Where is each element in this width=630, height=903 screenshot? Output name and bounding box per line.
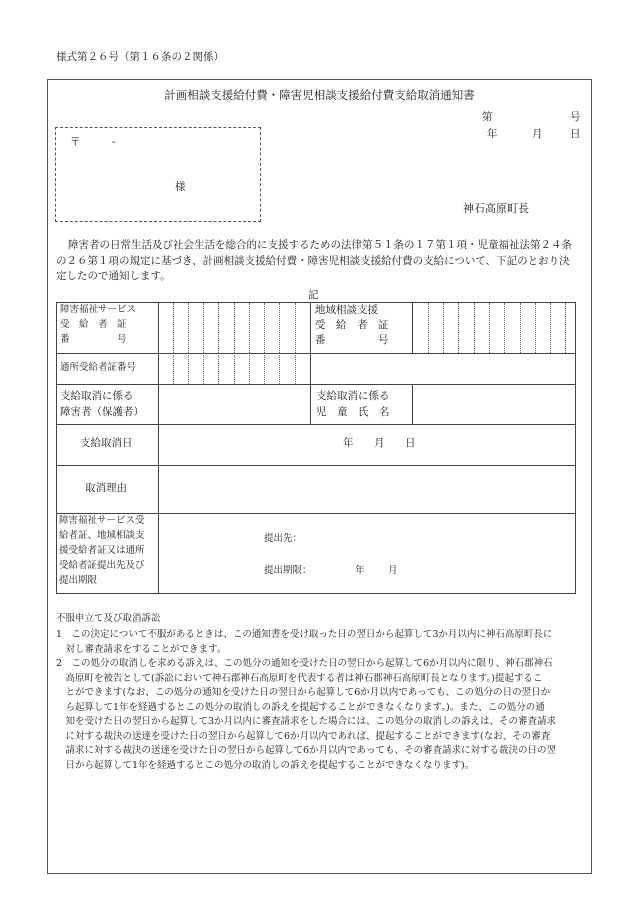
submit-line: 障害福祉サービス受: [59, 515, 145, 526]
postal-dash: -: [112, 136, 116, 148]
intro-line: の２６第１項の規定に基づき、計画相談支援給付費・障害児相談支援給付費の支給について、下記のとおり決: [56, 254, 570, 267]
svc-cert-label: [60, 305, 154, 350]
submit-label: [59, 516, 145, 591]
svc-cert-line: 障害福祉サービス: [60, 304, 137, 315]
cancel-date-label: 支給取消日: [80, 437, 133, 449]
appeal-line: 請求に対する裁決の送達を受けた日の翌日から起算して6か月以内であっても、その審査請求に対する裁決の日の翌: [56, 745, 556, 756]
appeal-line: 対し審査請求をすることができます。: [56, 643, 227, 655]
appeal-line: とができます(なお、この処分の通知を受けた日の翌日から起算して6か月以内であっても、この処分の日の翌日か: [56, 687, 551, 698]
submit-line: 受給者証提出先及び: [59, 560, 145, 571]
cancel-date-month: 月: [374, 437, 385, 449]
cancel-person-label: [60, 391, 144, 423]
recipient-honorific: 様: [175, 181, 186, 193]
date-year: 年: [487, 128, 498, 140]
appeal-line: ら起算して1年を経過するとこの処分の取消しの訴えを提起することができなくなります。)。また、この処分の通: [56, 701, 545, 713]
cancel-reason-label: 取消理由: [85, 482, 127, 494]
appeal-line: 知を受けた日の翌日から起算して3か月以内に審査請求をした場合には、この処分の取消しの訴えは、その審査請求: [56, 716, 557, 727]
region-cert-line: 番 号: [315, 334, 389, 346]
intro-paragraph: [56, 238, 586, 285]
ki-label: 記: [308, 289, 319, 301]
intro-line: 障害者の日常生活及び社会生活を総合的に支援するための法律第５１条の１７第１項・児童福祉法第２４条: [68, 239, 572, 251]
submit-deadline-month: 月: [388, 565, 398, 576]
common-cert-label: 通所受給者証番号: [60, 362, 137, 373]
region-cert-label: [315, 305, 409, 350]
date-day: 日: [570, 128, 581, 140]
postal-mark: 〒: [70, 136, 81, 148]
cancel-child-line: 児 童 氏 名: [316, 406, 390, 418]
appeal-line: に対する裁決の送達を受けた日の翌日から起算して6か月以内であれば、提起することができます(なお、その審査: [56, 730, 551, 742]
region-cert-line: 受 給 者 証: [315, 319, 389, 331]
date-month: 月: [532, 128, 543, 140]
issuer: 神石高原町長: [463, 202, 529, 215]
address-box: [55, 127, 261, 222]
svc-cert-line: 番 号: [60, 334, 127, 345]
submit-line: 援受給者証又は通所: [59, 545, 145, 556]
appeal-line: 2 この処分の取消しを求める訴えは、この処分の通知を受けた日の翌日から起算して6か月以内に限り、神石郡神石: [56, 658, 553, 669]
cancel-child-label: [316, 391, 390, 423]
appeal-line: 日から起算して1年を経過するとこの処分の取消しの訴えを提起することができなくなります)。: [56, 759, 475, 771]
doc-number-suffix: 号: [570, 111, 581, 123]
document-title: 計画相談支援給付費・障害児相談支援給付費支給取消通知書: [164, 88, 475, 102]
svc-cert-line: 受 給 者 証: [60, 319, 127, 330]
doc-number-prefix: 第: [482, 111, 493, 123]
submit-deadline-label: 提出期限：: [264, 565, 312, 576]
submit-line: 給者証、地域相談支: [59, 530, 145, 541]
submit-line: 提出期限: [59, 575, 98, 586]
appeal-line: 1 この決定について不服があるときは、この通知書を受け取った日の翌日から起算して3か月以内に神石高原町長に: [56, 629, 553, 640]
submit-to-label: 提出先：: [264, 533, 303, 544]
cancel-person-line: 支給取消に係る: [60, 390, 134, 402]
form-id: 様式第２６号（第１６条の２関係）: [56, 51, 224, 63]
region-cert-line: 地域相談支援: [315, 304, 378, 316]
cancel-person-line: 障害者（保護者）: [60, 406, 144, 418]
appeal-notes: [56, 628, 590, 773]
submit-deadline-year: 年: [355, 565, 365, 576]
appeal-heading: 不服申立て及び取消訴訟: [56, 613, 161, 624]
cancel-date-day: 日: [405, 437, 416, 449]
appeal-line: 高原町を被告として(訴訟において神石郡神石高原町を代表する者は神石郡神石高原町長となります。)提起するこ: [56, 672, 543, 684]
cancel-date-year: 年: [343, 437, 354, 449]
cancel-child-line: 支給取消に係る: [316, 390, 390, 402]
intro-line: 定したので通知します。: [56, 270, 171, 282]
